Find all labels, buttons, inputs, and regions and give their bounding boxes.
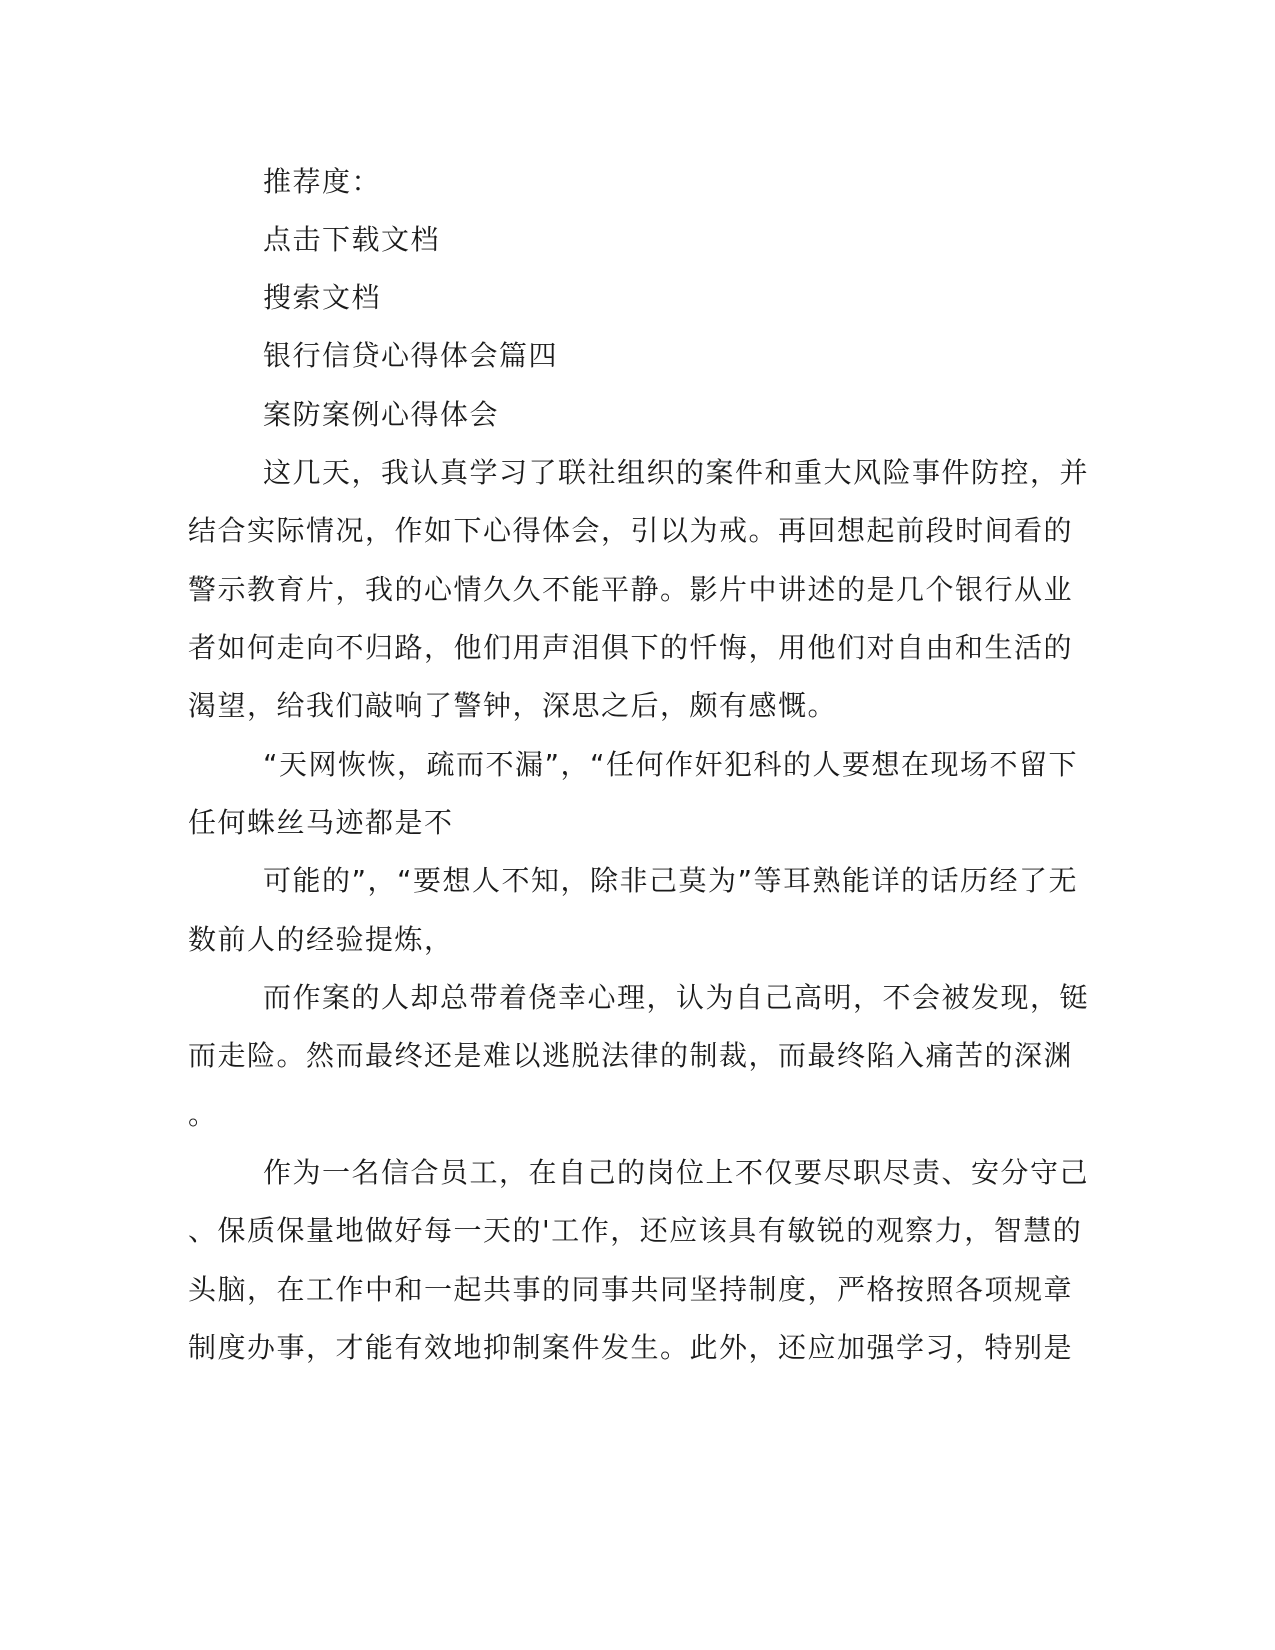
paragraph-line: 制度办事，才能有效地抑制案件发生。此外，还应加强学习，特别是 (188, 1331, 1074, 1364)
search-link[interactable]: 搜索文档 (263, 281, 382, 314)
download-link[interactable]: 点击下载文档 (263, 223, 441, 256)
paragraph-line: 这几天，我认真学习了联社组织的案件和重大风险事件防控，并 (263, 456, 1090, 489)
section-title: 银行信贷心得体会篇四 (263, 339, 559, 372)
article-title: 案防案例心得体会 (263, 398, 500, 431)
paragraph-line: 作为一名信合员工，在自己的岗位上不仅要尽职尽责、安分守己 (263, 1156, 1090, 1189)
paragraph-line: 者如何走向不归路，他们用声泪俱下的忏悔，用他们对自由和生活的 (188, 631, 1074, 664)
paragraph-line: 警示教育片，我的心情久久不能平静。影片中讲述的是几个银行从业 (188, 573, 1074, 606)
paragraph-line: 而作案的人却总带着侥幸心理，认为自己高明，不会被发现，铤 (263, 981, 1090, 1014)
paragraph-line: 可能的”，“要想人不知，除非己莫为”等耳熟能详的话历经了无 (263, 864, 1079, 897)
paragraph-line: 而走险。然而最终还是难以逃脱法律的制裁，而最终陷入痛苦的深渊 (188, 1039, 1074, 1072)
paragraph-line: 数前人的经验提炼， (188, 923, 454, 956)
paragraph-line: 、保质保量地做好每一天的'工作，还应该具有敏锐的观察力，智慧的 (188, 1214, 1083, 1247)
paragraph-line: 头脑，在工作中和一起共事的同事共同坚持制度，严格按照各项规章 (188, 1273, 1074, 1306)
paragraph-line: 。 (188, 1098, 218, 1131)
paragraph-line: 渴望，给我们敲响了警钟，深思之后，颇有感慨。 (188, 689, 838, 722)
paragraph-line: 任何蛛丝马迹都是不 (188, 806, 454, 839)
paragraph-line: “天网恢恢，疏而不漏”，“任何作奸犯科的人要想在现场不留下 (263, 748, 1079, 781)
paragraph-line: 结合实际情况，作如下心得体会，引以为戒。再回想起前段时间看的 (188, 514, 1074, 547)
recommend-label: 推荐度： (263, 165, 382, 198)
